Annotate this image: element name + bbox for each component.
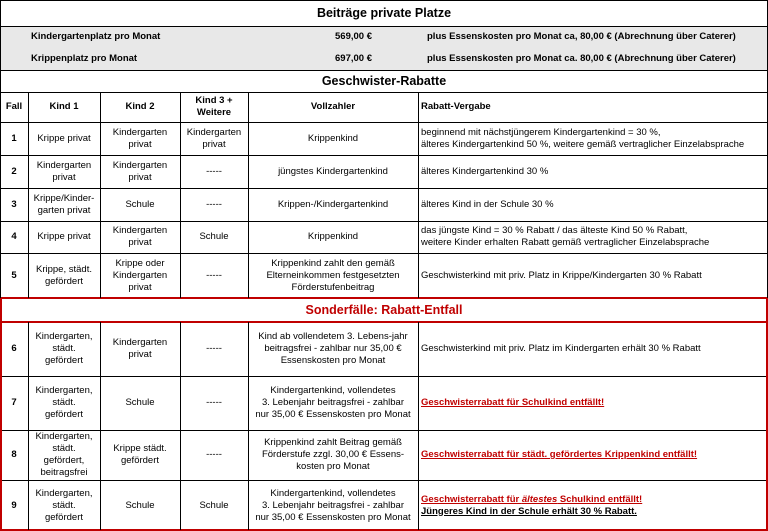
cell-line: Kindergarten, (35, 487, 93, 499)
cell-line: Kind ab vollendetem 3. Lebens-jahr (258, 331, 408, 342)
cell-kind3 (180, 430, 248, 480)
cell-line: ----- (206, 165, 222, 177)
header-kind3-line2: Weitere (196, 107, 232, 118)
cell-line: Krippe, städt. (36, 263, 92, 275)
cell-vollzahler (248, 221, 418, 253)
cell-fall: 4 (11, 231, 17, 242)
section1-header (0, 0, 768, 26)
cell-kind3 (180, 480, 248, 531)
cell-kind2 (100, 221, 180, 253)
cell-line: Krippenkind zahlt den gemäß (271, 257, 395, 269)
rabatt-line2: Jüngeres Kind in der Schule erhält 30 % Rabatt. (421, 505, 637, 517)
fee-label: Krippenplatz pro Monat (31, 53, 138, 64)
fee-amount: 569,00 € (335, 31, 372, 42)
cell-line: Essenskosten pro Monat (280, 355, 386, 366)
cell-line: Kindergarten, (35, 331, 93, 342)
cell-line: älteres Kind in der Schule 30 % (421, 198, 554, 210)
cell-line: ----- (206, 198, 222, 210)
cell-kind2 (100, 322, 180, 376)
cell-line: privat (128, 237, 152, 248)
cell-fall: 1 (11, 132, 17, 144)
column-headers (0, 92, 768, 122)
rabatt-entfall-text: Geschwisterrabatt für Schulkind entfällt! (421, 397, 605, 408)
cell-line: privat (202, 138, 226, 150)
section2-title: Geschwister-Rabatte (321, 74, 447, 88)
cell-line: Förderstufenbeitrag (291, 281, 375, 293)
cell-line: privat (128, 349, 152, 360)
cell-line: Geschwisterkind mit priv. Platz in Krippe/Kindergarten 30 % Rabatt (421, 269, 702, 281)
cell-vollzahler (248, 188, 418, 221)
cell-kind2 (100, 430, 180, 480)
cell-rabatt (418, 430, 768, 480)
cell-line: Krippe städt. (113, 443, 167, 454)
cell-fall: 6 (11, 343, 17, 354)
header-kind3 (180, 92, 248, 122)
cell-line: nur 35,00 € Essenskosten pro Monat (255, 409, 411, 420)
cell-kind1 (28, 480, 100, 531)
cell-line: Schule (125, 198, 155, 210)
table-row (0, 430, 768, 480)
cell-line: Schule (125, 499, 155, 511)
header-kind1: Kind 1 (49, 101, 79, 112)
cell-line: Elterneinkommen festgesetzten (266, 269, 400, 281)
section2-header (0, 70, 768, 92)
fee-row-kindergarten (0, 26, 768, 48)
table-row (0, 376, 768, 430)
cell-line: Kindergarten, (35, 431, 93, 442)
cell-fall: 3 (11, 198, 17, 210)
cell-kind2 (100, 253, 180, 298)
table-row (0, 480, 768, 531)
cell-line: städt. (52, 397, 76, 408)
cell-line: älteres Kindergartenkind 50 %, weitere gemäß vertraglicher Einzelabsprache (421, 138, 745, 150)
cell-fall: 5 (11, 269, 17, 281)
cell-kind2 (100, 188, 180, 221)
cell-rabatt (418, 322, 768, 376)
cell-line: Kindergarten (186, 126, 242, 138)
cell-line: Kindergarten (112, 337, 168, 348)
cell-kind2 (100, 480, 180, 531)
header-rabatt: Rabatt-Vergabe (421, 101, 491, 112)
fee-label: Kindergartenplatz pro Monat (31, 31, 161, 42)
cell-line: Kindergarten, (35, 385, 93, 396)
grid-line (0, 70, 768, 71)
cell-line: garten privat (37, 204, 91, 216)
cell-line: Kindergarten (36, 159, 92, 171)
cell-line: beginnend mit nächstjüngerem Kindergartenkind = 30 %, (421, 126, 661, 138)
cell-kind3 (180, 221, 248, 253)
cell-vollzahler (248, 430, 418, 480)
header-kind3-line1: Kind 3 + (195, 95, 233, 106)
rabatt-emphasis: ältestes (521, 493, 558, 505)
cell-rabatt (418, 253, 768, 298)
cell-line: 3. Lebenjahr beitragsfrei - zahlbar (261, 499, 405, 511)
cell-vollzahler (248, 480, 418, 531)
table-row (0, 221, 768, 253)
cell-line: jüngstes Kindergartenkind (278, 165, 388, 177)
table-row (0, 122, 768, 155)
cell-rabatt (418, 122, 768, 155)
cell-kind1 (28, 253, 100, 298)
cell-vollzahler (248, 376, 418, 430)
cell-line: nur 35,00 € Essenskosten pro Monat (255, 511, 411, 523)
cell-line: gefördert (44, 275, 83, 287)
cell-kind1 (28, 155, 100, 188)
cell-line: kosten pro Monat (296, 461, 370, 472)
cell-kind3 (180, 188, 248, 221)
cell-line: Krippe privat (37, 231, 91, 242)
cell-kind2 (100, 376, 180, 430)
rabatt-entfall-text: Geschwisterrabatt für städt. gefördertes Krippenkind entfällt! (421, 449, 698, 460)
cell-line: Kindergarten (112, 269, 168, 281)
grid-line (0, 26, 768, 27)
cell-vollzahler (248, 322, 418, 376)
cell-line: Kindergarten (112, 225, 168, 236)
cell-line: ----- (206, 397, 222, 408)
cell-line: Kindergartenkind, vollendetes (270, 487, 396, 499)
header-kind2: Kind 2 (125, 101, 155, 112)
cell-line: Krippenkind zahlt Beitrag gemäß (264, 437, 402, 448)
cell-line: Förderstufe zzgl. 30,00 € Essens- (261, 449, 405, 460)
cell-fall: 8 (11, 449, 17, 460)
cell-line: weitere Kinder erhalten Rabatt gemäß vertraglicher Einzelabsprache (421, 237, 710, 248)
cell-line: das jüngste Kind = 30 % Rabatt / das älteste Kind 50 % Rabatt, (421, 225, 688, 236)
cell-line: ----- (206, 343, 222, 354)
section1-title: Beiträge private Platze (316, 6, 452, 20)
cell-kind1 (28, 122, 100, 155)
cell-line: Geschwisterkind mit priv. Platz im Kindergarten erhält 30 % Rabatt (421, 343, 701, 354)
cell-line: Kindergartenkind, vollendetes (270, 385, 396, 396)
cell-line: Krippe oder (115, 257, 165, 269)
section3-title: Sonderfälle: Rabatt-Entfall (305, 303, 463, 317)
cell-line: städt. (52, 499, 76, 511)
cell-line: gefördert (120, 455, 160, 466)
cell-line: privat (128, 171, 152, 183)
cell-line: Krippen-/Kindergartenkind (277, 198, 389, 210)
section3-header (0, 298, 768, 322)
grid-line (0, 92, 768, 93)
cell-line: Schule (125, 397, 155, 408)
cell-kind1 (28, 221, 100, 253)
cell-line: privat (52, 171, 76, 183)
cell-line: Schule (199, 231, 229, 242)
cell-fall: 7 (11, 397, 17, 408)
cell-kind3 (180, 253, 248, 298)
fee-note: plus Essenskosten pro Monat ca. 80,00 € (Abrechnung über Caterer) (427, 53, 736, 64)
cell-line: ----- (206, 449, 222, 460)
cell-kind2 (100, 155, 180, 188)
cell-fall: 2 (11, 165, 17, 177)
cell-rabatt (418, 376, 768, 430)
cell-line: privat (128, 281, 152, 293)
cell-line: städt. (52, 343, 76, 354)
cell-vollzahler (248, 253, 418, 298)
cell-rabatt (418, 188, 768, 221)
cell-line: gefördert, (43, 455, 85, 466)
cell-kind1 (28, 322, 100, 376)
rabatt-part: Geschwisterrabatt für (421, 493, 522, 505)
cell-kind3 (180, 376, 248, 430)
cell-line: Krippenkind (307, 231, 359, 242)
cell-kind3 (180, 122, 248, 155)
cell-fall: 9 (11, 499, 17, 511)
header-fall: Fall (5, 101, 23, 112)
cell-line: Kindergarten (112, 126, 168, 138)
fee-note: plus Essenskosten pro Monat ca, 80,00 € (Abrechnung über Caterer) (427, 31, 736, 42)
cell-rabatt (418, 221, 768, 253)
cell-line: Krippe/Kinder- (33, 192, 95, 204)
cell-line: städt. (52, 443, 76, 454)
table-row (0, 253, 768, 298)
cell-line: gefördert (44, 511, 83, 523)
fee-row-krippe (0, 48, 768, 70)
cell-line: älteres Kindergartenkind 30 % (421, 165, 549, 177)
cell-kind3 (180, 155, 248, 188)
cell-kind3 (180, 322, 248, 376)
cell-kind1 (28, 430, 100, 480)
cell-line: Schule (199, 499, 229, 511)
cell-vollzahler (248, 155, 418, 188)
cell-line: Kindergarten (112, 159, 168, 171)
table-row (0, 155, 768, 188)
fee-amount: 697,00 € (335, 53, 372, 64)
cell-line: Krippenkind (307, 132, 359, 144)
cell-line: Krippe privat (37, 132, 91, 144)
cell-vollzahler (248, 122, 418, 155)
table-row (0, 188, 768, 221)
table-row (0, 322, 768, 376)
cell-line: beitragsfrei (40, 467, 88, 478)
rabatt-entfall-text (421, 494, 642, 506)
cell-rabatt (418, 480, 768, 531)
cell-line: privat (128, 138, 152, 150)
cell-line: gefördert (44, 355, 83, 366)
rabatt-part: Schulkind entfällt! (557, 493, 643, 505)
cell-line: ----- (206, 269, 222, 281)
header-vollzahler: Vollzahler (310, 101, 356, 112)
cell-kind1 (28, 376, 100, 430)
cell-line: 3. Lebenjahr beitragsfrei - zahlbar (261, 397, 405, 408)
cell-rabatt (418, 155, 768, 188)
cell-line: gefördert (44, 409, 83, 420)
cell-line: beitragsfrei - zahlbar nur 35,00 € (264, 343, 402, 354)
cell-kind2 (100, 122, 180, 155)
grid-line (0, 0, 768, 1)
cell-kind1 (28, 188, 100, 221)
